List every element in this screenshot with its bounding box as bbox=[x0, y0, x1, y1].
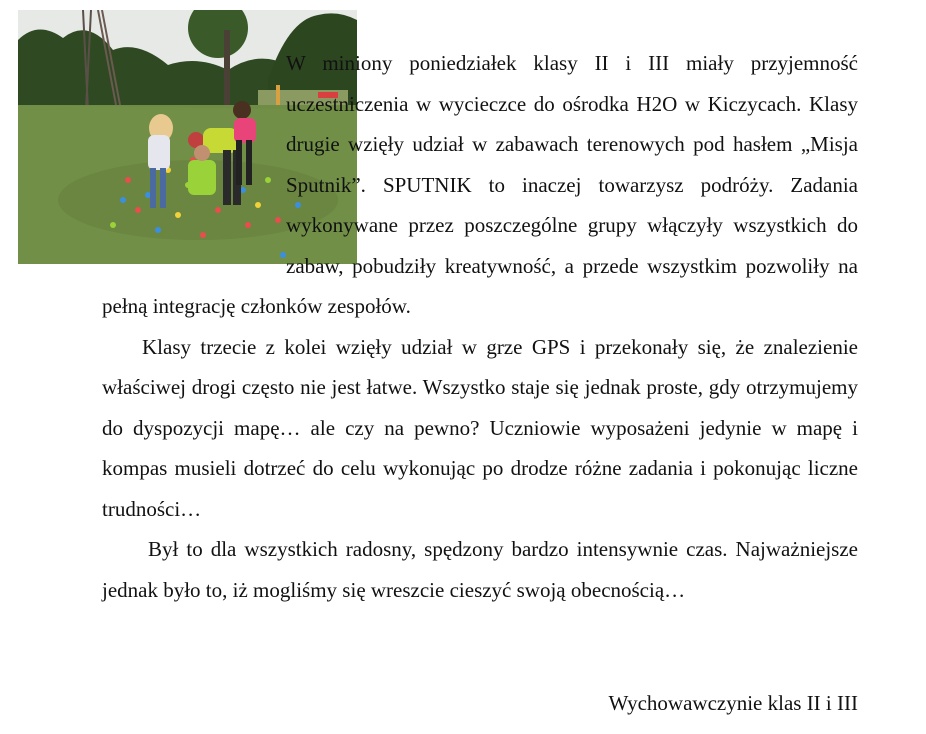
paragraph-3: Był to dla wszystkich radosny, spędzony bardzo intensywnie czas. Najważniejsze jednak było to, iż mogliśmy się wreszcie cieszyć swoją obecnością… bbox=[102, 537, 858, 602]
article-body bbox=[102, 43, 858, 610]
photo-wrap-spacer bbox=[18, 43, 286, 285]
signature: Wychowawczynie klas II i III bbox=[608, 691, 858, 715]
paragraph-2: Klasy trzecie z kolei wzięły udział w grze GPS i przekonały się, że znalezienie właściwej drogi często nie jest łatwe. Wszystko staje się jednak proste, gdy otrzymujemy do dyspozycji mapę… ale czy na pewno? Uczniowie wyposażeni jedynie w mapę i kompas musieli dotrzeć do celu wykonując po drodze różne zadania i pokonując liczne trudności… bbox=[102, 334, 858, 521]
paragraph-1: W miniony poniedziałek klasy II i III miały przyjemność uczestniczenia w wycieczce do ośrodka H2O w Kiczycach. Klasy drugie wzięły udział w zabawach terenowych pod hasłem „Misja Sputnik”. SPUTNIK to inaczej towarzysz podróży. Zadania wykonywane przez poszczególne grupy włączyły wszystkich do zabaw, pobudziły kreatywność, a przede wszystkim pozwoliły na pełną integrację członków zespołów. bbox=[102, 51, 858, 318]
